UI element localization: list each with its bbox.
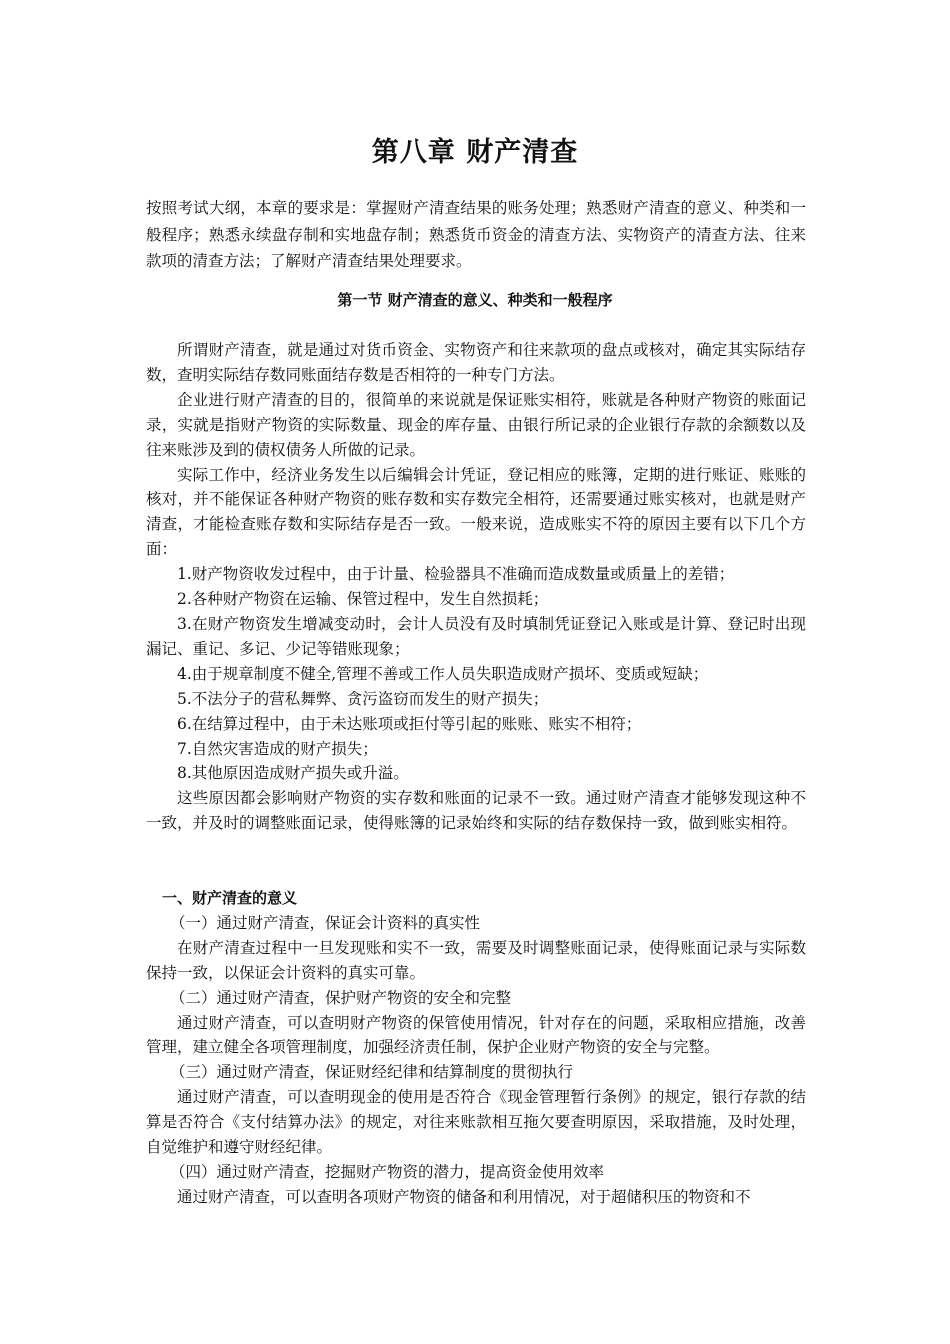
meaning-item-text: 通过财产清查，可以查明各项财产物资的储备和利用情况，对于超储积压的物资和不 [177,1187,751,1206]
meaning-item-text: 通过财产清查，可以查明现金的使用是否符合《现金管理暂行条例》的规定，银行存款的结算是否符合《支付结算办法》的规定，对往来账款相互拖欠要查明原因，采取措施，及时处理，自觉维护和遵守财经纪律。 [146,1088,806,1157]
list-item: 4.由于规章制度不健全,管理不善或工作人员失职造成财产损坏、变质或短缺； [177,664,709,683]
paragraph: 企业进行财产清查的目的，很简单的来说就是保证账实相符，账就是各种财产物资的账面记录，实就是指财产物资的实际数量、现金的库存量、由银行所记录的企业银行存款的余额数以及往来账涉及到的债权债务人所做的记录。 [146,390,806,459]
meaning-item-heading: （二）通过财产清查，保护财产物资的安全和完整 [170,988,512,1007]
meaning-item-text: 在财产清查过程中一旦发现账和实不一致，需要及时调整账面记录，使得账面记录与实际数保持一致，以保证会计资料的真实可靠。 [146,938,806,982]
subsection-heading: 一、财产清查的意义 [162,889,298,907]
list-item: 1.财产物资收发过程中，由于计量、检验器具不准确而造成数量或质量上的差错； [177,565,735,584]
chapter-title: 第八章 财产清查 [371,137,579,168]
list-item: 7.自然灾害造成的财产损失； [177,739,378,758]
list-item: 8.其他原因造成财产损失或升溢。 [177,764,409,783]
list-item: 2.各种财产物资在运输、保管过程中，发生自然损耗； [177,590,549,609]
list-item: 5.不法分子的营私舞弊、贪污盗窃而发生的财产损失； [177,689,549,708]
meaning-item-text: 通过财产清查，可以查明财产物资的保管使用情况，针对存在的问题，采取相应措施，改善管理，建立健全各项管理制度，加强经济责任制，保护企业财产物资的安全与完整。 [146,1013,806,1057]
section-body [146,338,806,836]
list-item: 3.在财产物资发生增减变动时，会计人员没有及时填制凭证登记入账或是计算、登记时出现漏记、重记、多记、少记等错账现象； [146,614,806,658]
paragraph: 所谓财产清查，就是通过对货币资金、实物资产和往来款项的盘点或核对，确定其实际结存数，查明实际结存数同账面结存数是否相符的一种专门方法。 [146,341,806,384]
paragraph: 这些原因都会影响财产物资的实存数和账面的记录不一致。通过财产清查才能够发现这种不一致，并及时的调整账面记录，使得账簿的记录始终和实际的结存数保持一致，做到账实相符。 [146,789,806,833]
paragraph: 实际工作中，经济业务发生以后编辑会计凭证，登记相应的账簿，定期的进行账证、账账的核对，并不能保证各种财产物资的账存数和实存数完全相符，还需要通过账实核对，也就是财产清查，才能检查账存数和实际结存是否一致。一般来说，造成账实不符的原因主要有以下几个方面： [146,465,806,559]
section-title: 第一节 财产清查的意义、种类和一般程序 [337,291,613,309]
meaning-item-heading: （三）通过财产清查，保证财经纪律和结算制度的贯彻执行 [170,1063,574,1082]
meaning-item-heading: （一）通过财产清查，保证会计资料的真实性 [170,913,481,932]
meaning-item-heading: （四）通过财产清查，挖掘财产物资的潜力，提高资金使用效率 [170,1162,605,1181]
meaning-section [146,886,806,1210]
chapter-intro: 按照考试大纲，本章的要求是：掌握财产清查结果的账务处理；熟悉财产清查的意义、种类和一般程序；熟悉永续盘存制和实地盘存制；熟悉货币资金的清查方法、实物资产的清查方法、往来款项的清查方法；了解财产清查结果处理要求。 [146,199,806,270]
list-item: 6.在结算过程中，由于未达账项或拒付等引起的账账、账实不相符； [177,714,642,733]
